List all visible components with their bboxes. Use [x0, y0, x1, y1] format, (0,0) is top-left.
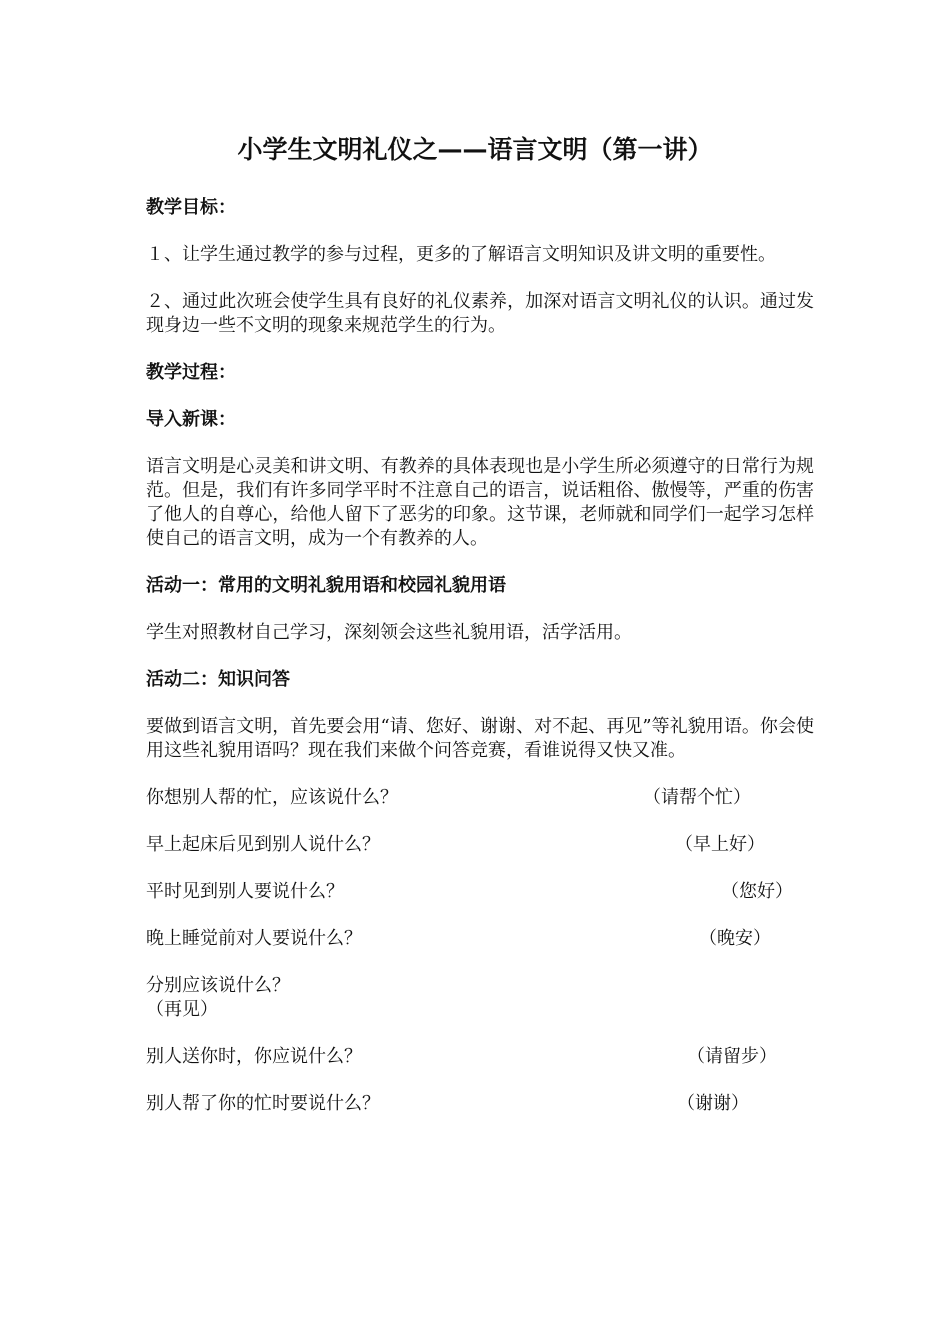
qa-question: 早上起床后见到别人说什么？ [146, 834, 380, 855]
qa-question: 平时见到别人要说什么？ [146, 881, 344, 902]
objectives-heading: 教学目标： [146, 197, 236, 218]
intro-paragraph: 语言文明是心灵美和讲文明、有教养的具体表现也是小学生所必须遵守的日常行为规范。但是，我们有许多同学平时不注意自己的语言，说话粗俗、傲慢等，严重的伤害了他人的自尊心，给他人留下了恶劣的印象。这节课，老师就和同学们一起学习怎样使自己的语言文明，成为一个有教养的人。 [146, 456, 814, 549]
qa-answer: （早上好） [675, 834, 765, 855]
qa-item [146, 786, 814, 810]
activity-two-heading: 活动二：知识问答 [146, 669, 290, 690]
qa-question: 分别应该说什么？ [146, 975, 290, 996]
qa-question: 晚上睡觉前对人要说什么？ [146, 928, 362, 949]
qa-answer: （请留步） [687, 1046, 777, 1067]
qa-item [146, 1045, 814, 1069]
objective-item: １、让学生通过教学的参与过程，更多的了解语言文明知识及讲文明的重要性。 [146, 244, 776, 265]
activity-one-heading: 活动一：常用的文明礼貌用语和校园礼貌用语 [146, 575, 506, 596]
qa-item [146, 1092, 814, 1116]
qa-question: 你想别人帮的忙，应该说什么？ [146, 787, 398, 808]
qa-item [146, 974, 814, 1022]
qa-question: 别人帮了你的忙时要说什么？ [146, 1093, 380, 1114]
process-heading: 教学过程： [146, 362, 236, 383]
qa-item [146, 833, 814, 857]
qa-answer: （再见） [146, 999, 218, 1020]
document-title: 小学生文明礼仪之——语言文明（第一讲） [237, 135, 713, 164]
qa-question: 别人送你时，你应说什么？ [146, 1046, 362, 1067]
intro-heading: 导入新课： [146, 409, 236, 430]
activity-two-paragraph: 要做到语言文明，首先要会用“请、您好、谢谢、对不起、再见”等礼貌用语。你会使用这些礼貌用语吗？现在我们来做个问答竞赛，看谁说得又快又准。 [146, 716, 814, 761]
qa-item [146, 880, 814, 904]
qa-answer: （谢谢） [677, 1093, 749, 1114]
objective-item: ２、通过此次班会使学生具有良好的礼仪素养，加深对语言文明礼仪的认识。通过发现身边一些不文明的现象来规范学生的行为。 [146, 291, 814, 336]
qa-answer: （您好） [721, 881, 793, 902]
activity-one-paragraph: 学生对照教材自己学习，深刻领会这些礼貌用语，活学活用。 [146, 622, 632, 643]
qa-item [146, 927, 814, 951]
qa-answer: （请帮个忙） [643, 787, 751, 808]
qa-answer: （晚安） [699, 928, 771, 949]
document-body [146, 196, 814, 1139]
